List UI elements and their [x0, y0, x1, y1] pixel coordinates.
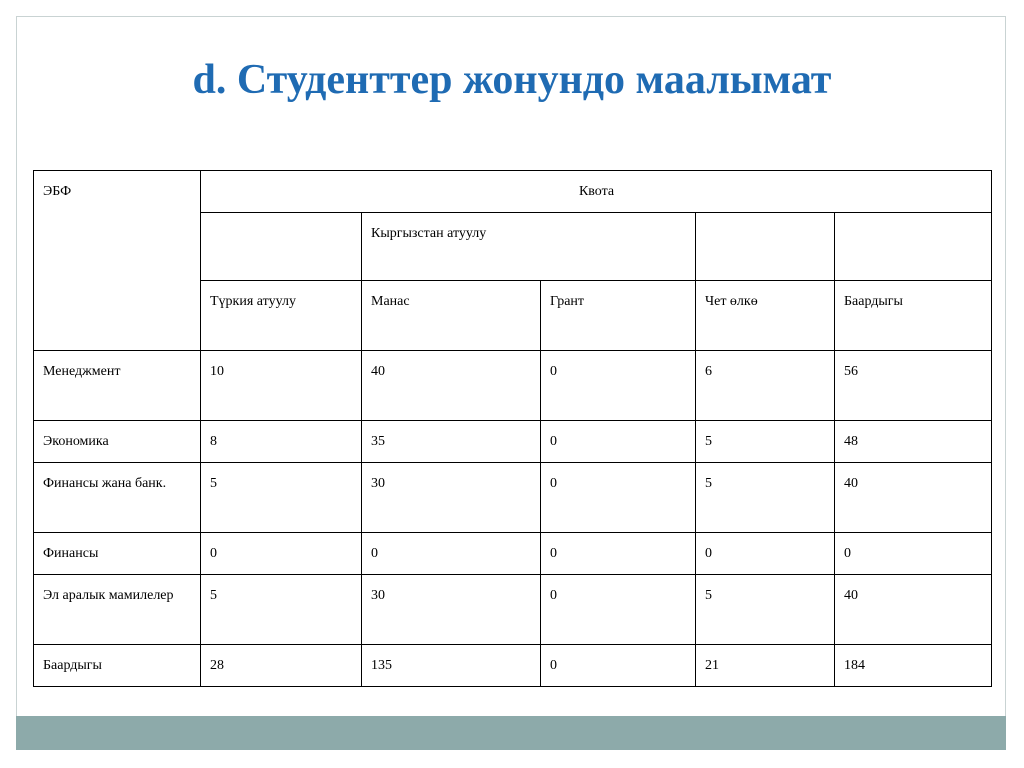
table-cell: 40	[835, 463, 992, 533]
col-header-turkey: Түркия атуулу	[201, 281, 362, 351]
table-cell: 5	[201, 463, 362, 533]
quota-header: Квота	[201, 171, 992, 213]
table-cell: 184	[835, 645, 992, 687]
table-cell: 21	[696, 645, 835, 687]
col-header-manas: Манас	[362, 281, 541, 351]
table-row-total	[34, 645, 992, 687]
table-cell: 10	[201, 351, 362, 421]
table-cell: 6	[696, 351, 835, 421]
table-cell: 8	[201, 421, 362, 463]
table-cell: 35	[362, 421, 541, 463]
slide-title: d. Студенттер жонундо маалымат	[192, 57, 832, 103]
table-cell: 30	[362, 463, 541, 533]
table-cell: 56	[835, 351, 992, 421]
empty-header-cell	[696, 213, 835, 281]
table-cell: 40	[835, 575, 992, 645]
table-cell: 0	[835, 533, 992, 575]
table-cell: 0	[541, 575, 696, 645]
table-row	[34, 351, 992, 421]
col-header-foreign: Чет өлкө	[696, 281, 835, 351]
empty-header-cell	[835, 213, 992, 281]
corner-cell: ЭБФ	[34, 171, 201, 351]
kg-citizen-header: Кыргызстан атуулу	[362, 213, 696, 281]
row-label: Эл аралык мамилелер	[34, 575, 201, 645]
table-cell: 0	[201, 533, 362, 575]
empty-header-cell	[201, 213, 362, 281]
table-cell: 0	[541, 463, 696, 533]
row-label: Баардыгы	[34, 645, 201, 687]
col-header-grant: Грант	[541, 281, 696, 351]
table-cell: 0	[696, 533, 835, 575]
table-cell: 30	[362, 575, 541, 645]
table-cell: 5	[696, 421, 835, 463]
table-cell: 0	[541, 645, 696, 687]
table-cell: 5	[201, 575, 362, 645]
row-label: Менеджмент	[34, 351, 201, 421]
table-row	[34, 463, 992, 533]
header-row-quota	[34, 171, 992, 213]
table-row	[34, 533, 992, 575]
table-cell: 0	[541, 421, 696, 463]
col-header-total: Баардыгы	[835, 281, 992, 351]
table-cell: 40	[362, 351, 541, 421]
table-cell: 48	[835, 421, 992, 463]
table-cell: 5	[696, 463, 835, 533]
row-label: Финансы жана банк.	[34, 463, 201, 533]
row-label: Экономика	[34, 421, 201, 463]
table-cell: 0	[362, 533, 541, 575]
table-cell: 0	[541, 533, 696, 575]
table-cell: 0	[541, 351, 696, 421]
table-row	[34, 575, 992, 645]
table-cell: 28	[201, 645, 362, 687]
table-cell: 5	[696, 575, 835, 645]
students-table	[33, 170, 992, 687]
row-label: Финансы	[34, 533, 201, 575]
footer-band	[16, 716, 1006, 750]
table-row	[34, 421, 992, 463]
table-cell: 135	[362, 645, 541, 687]
